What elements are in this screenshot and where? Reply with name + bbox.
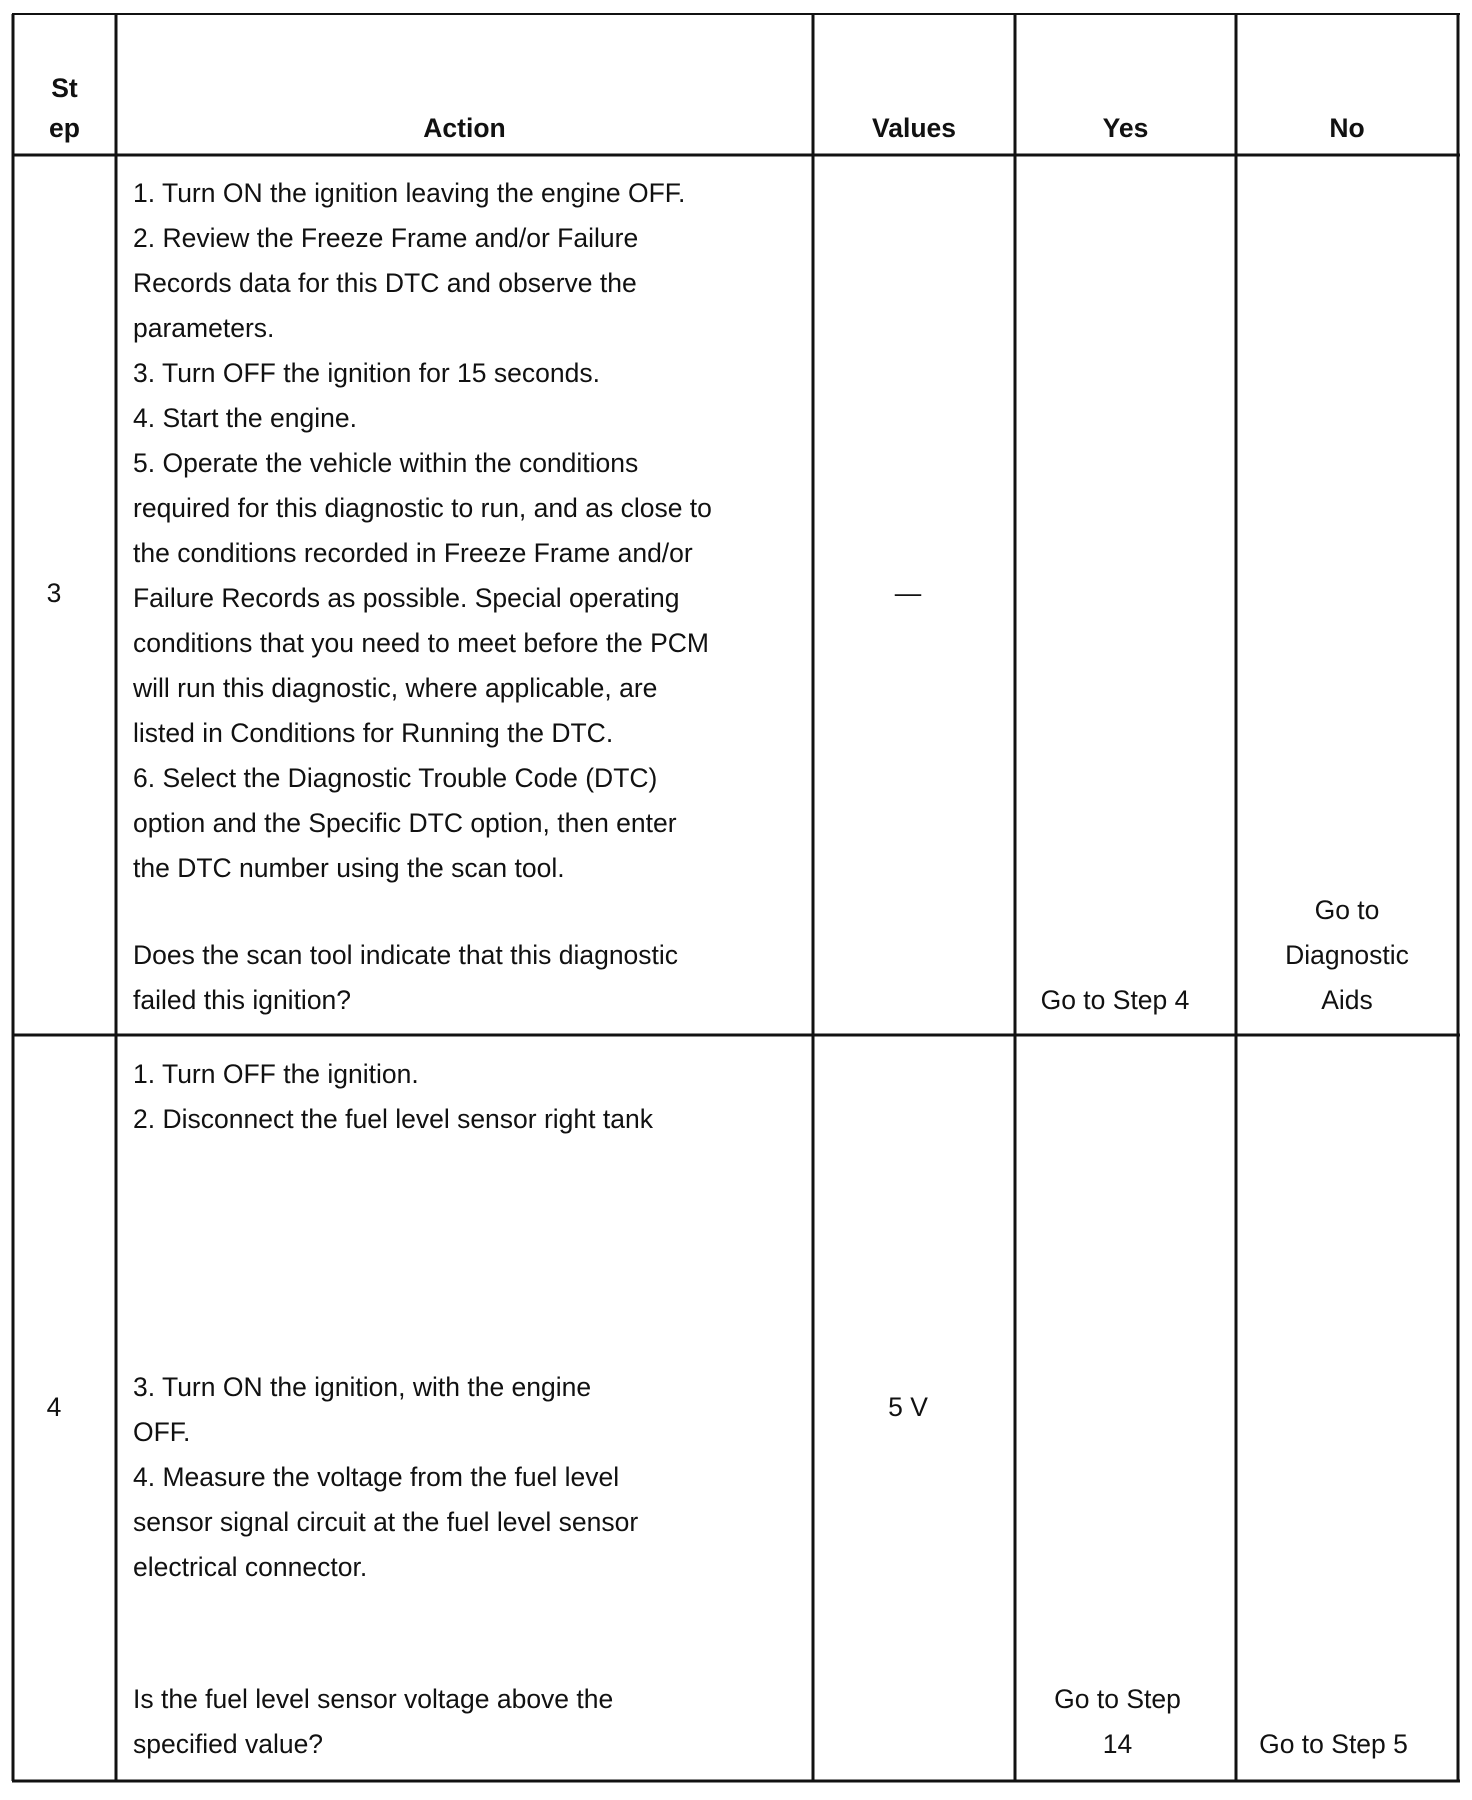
step-3-action-line: Records data for this DTC and observe the xyxy=(133,268,637,298)
step-3-no-link-line-1[interactable]: Go to xyxy=(1314,895,1380,925)
step-3-no-link-line-3[interactable]: Aids xyxy=(1321,985,1373,1015)
step-3-action-line: 2. Review the Freeze Frame and/or Failure xyxy=(133,223,639,253)
step-3-action-line: required for this diagnostic to run, and as close to xyxy=(133,493,712,523)
step-3-action-line: Failure Records as possible. Special operating xyxy=(133,583,680,613)
step-4-number: 4 xyxy=(46,1392,62,1422)
step-4-question-line: Is the fuel level sensor voltage above the xyxy=(133,1684,614,1714)
step-3-action-line: 5. Operate the vehicle within the conditions xyxy=(133,448,639,478)
step-4-action-line: OFF. xyxy=(133,1417,191,1447)
step-4-action-line: 3. Turn ON the ignition, with the engine xyxy=(133,1372,592,1402)
step-3-action-line: 3. Turn OFF the ignition for 15 seconds. xyxy=(133,358,600,388)
step-4-yes-link-line-2[interactable]: 14 xyxy=(1102,1729,1133,1759)
step-3-action-line: option and the Specific DTC option, then enter xyxy=(133,808,677,838)
step-3-no-link-line-2[interactable]: Diagnostic xyxy=(1285,940,1409,970)
step-3-action-line: 1. Turn ON the ignition leaving the engine OFF. xyxy=(133,178,686,208)
step-3-action-line: parameters. xyxy=(133,313,275,343)
step-4-action-line: 4. Measure the voltage from the fuel level xyxy=(133,1462,620,1492)
step-3-value: — xyxy=(894,578,922,608)
step-3-number: 3 xyxy=(46,578,62,608)
step-3-action-line: 6. Select the Diagnostic Trouble Code (DTC) xyxy=(133,763,658,793)
step-4-no-link[interactable]: Go to Step 5 xyxy=(1259,1729,1408,1759)
header-no: No xyxy=(1329,113,1365,143)
step-4-value: 5 V xyxy=(888,1392,928,1422)
header-values: Values xyxy=(872,113,956,143)
step-3-question-line: failed this ignition? xyxy=(133,985,352,1015)
step-3-action-line: will run this diagnostic, where applicable, are xyxy=(133,673,658,703)
step-3-action-line: listed in Conditions for Running the DTC. xyxy=(133,718,614,748)
step-3-action-line: 4. Start the engine. xyxy=(133,403,357,433)
step-4-yes-link-line-1[interactable]: Go to Step xyxy=(1054,1684,1181,1714)
header-step-line-2: ep xyxy=(49,113,80,143)
step-4-question-line: specified value? xyxy=(133,1729,324,1759)
step-3-action-line: conditions that you need to meet before the PCM xyxy=(133,628,709,658)
header-step-line-1: St xyxy=(51,73,78,103)
step-4-action-line: electrical connector. xyxy=(133,1552,368,1582)
step-4-action-line: 2. Disconnect the fuel level sensor right tank xyxy=(133,1104,653,1134)
step-4-action-line: sensor signal circuit at the fuel level sensor xyxy=(133,1507,639,1537)
header-action: Action xyxy=(423,113,506,143)
step-3-action-line: the conditions recorded in Freeze Frame and/or xyxy=(133,538,693,568)
step-3-yes-link[interactable]: Go to Step 4 xyxy=(1040,985,1190,1015)
step-3-question-line: Does the scan tool indicate that this diagnostic xyxy=(133,940,679,970)
header-yes: Yes xyxy=(1102,113,1149,143)
step-4-action-line: 1. Turn OFF the ignition. xyxy=(133,1059,419,1089)
step-3-action-line: the DTC number using the scan tool. xyxy=(133,853,565,883)
